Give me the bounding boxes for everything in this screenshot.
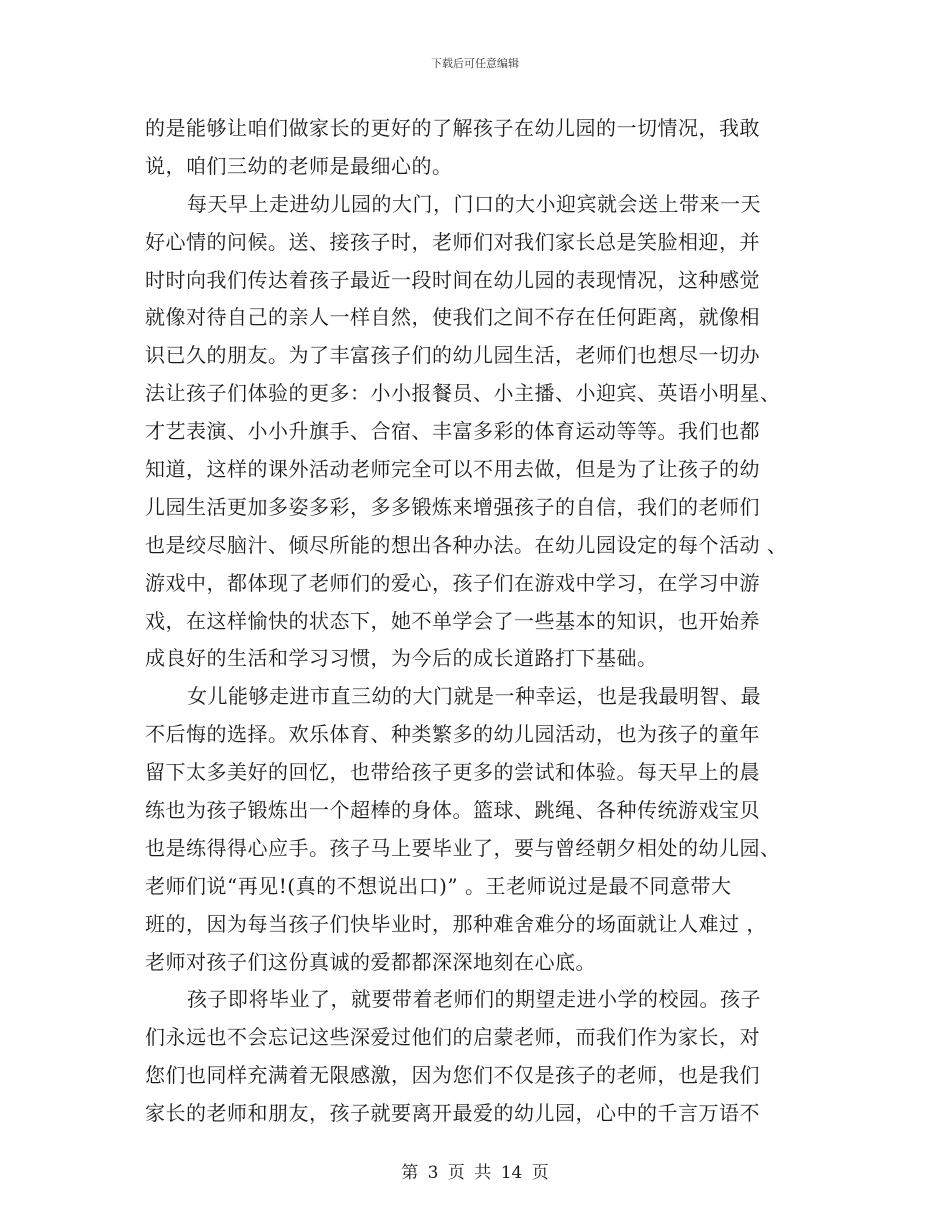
- text-line: 戏，在这样愉快的状态下，她不单学会了一些基本的知识，也开始养: [145, 608, 760, 633]
- text-line: 成良好的生活和学习习惯，为今后的成长道路打下基础。: [145, 646, 658, 671]
- text-line: 女儿能够走进市直三幼的大门就是一种幸运，也是我最明智、最: [187, 684, 761, 709]
- text-line: 们永远也不会忘记这些深爱过他们的启蒙老师，而我们作为家长，对: [145, 1025, 760, 1050]
- text-line: 不后悔的选择。欢乐体育、种类繁多的幼儿园活动，也为孩子的童年: [145, 722, 760, 747]
- text-line: 才艺表演、小小升旗手、合宿、丰富多彩的体育运动等等。我们也都: [145, 419, 760, 444]
- text-line: 老师对孩子们这份真诚的爱都都深深地刻在心底。: [145, 949, 596, 974]
- text-line: 留下太多美好的回忆，也带给孩子更多的尝试和体验。每天早上的晨: [145, 760, 760, 785]
- text-line: 的是能够让咱们做家长的更好的了解孩子在幼儿园的一切情况，我敢: [145, 116, 760, 140]
- text-line: 老师们说“再见!(真的不想说出口)” 。王老师说过是最不同意带大: [145, 873, 732, 898]
- page-number: 第 3 页 共 14 页: [401, 1163, 549, 1183]
- text-line: 识已久的朋友。为了丰富孩子们的幼儿园生活，老师们也想尽一切办: [145, 343, 760, 368]
- text-line: 孩子即将毕业了，就要带着老师们的期望走进小学的校园。孩子: [187, 987, 761, 1012]
- text-line: 家长的老师和朋友，孩子就要离开最爱的幼儿园，心中的千言万语不: [145, 1101, 760, 1126]
- text-line: 时时向我们传达着孩子最近一段时间在幼儿园的表现情况，这种感觉: [145, 267, 760, 292]
- text-line: 说，咱们三幼的老师是最细心的。: [145, 153, 453, 178]
- text-line: 练也为孩子锻炼出一个超棒的身体。篮球、跳绳、各种传统游戏宝贝: [145, 798, 760, 823]
- text-line: 游戏中，都体现了老师们的爱心，孩子们在游戏中学习，在学习中游: [145, 570, 760, 595]
- text-line: 班的，因为每当孩子们快毕业时，那种难舍难分的场面就让人难过 ，: [145, 911, 767, 936]
- page-header-note: 下载后可任意编辑: [431, 57, 519, 70]
- text-line: 就像对待自己的亲人一样自然，使我们之间不存在任何距离，就像相: [145, 305, 760, 330]
- text-line: 也是绞尽脑汁、倾尽所能的想出各种办法。在幼儿园设定的每个活动 、: [145, 532, 788, 557]
- text-line: 儿园生活更加多姿多彩，多多锻炼来增强孩子的自信，我们的老师们: [145, 494, 760, 519]
- text-line: 知道，这样的课外活动老师完全可以不用去做，但是为了让孩子的幼: [145, 457, 760, 482]
- document-body: [145, 110, 787, 1133]
- text-line: 好心情的问候。送、接孩子时，老师们对我们家长总是笑脸相迎，并: [145, 229, 760, 254]
- text-line: 也是练得得心应手。孩子马上要毕业了，要与曾经朝夕相处的幼儿园、: [145, 835, 781, 860]
- text-line: 您们也同样充满着无限感激，因为您们不仅是孩子的老师，也是我们: [145, 1063, 760, 1088]
- text-line: 法让孩子们体验的更多：小小报餐员、小主播、小迎宾、英语小明星、: [145, 381, 781, 406]
- text-line: 每天早上走进幼儿园的大门，门口的大小迎宾就会送上带来一天: [187, 191, 761, 216]
